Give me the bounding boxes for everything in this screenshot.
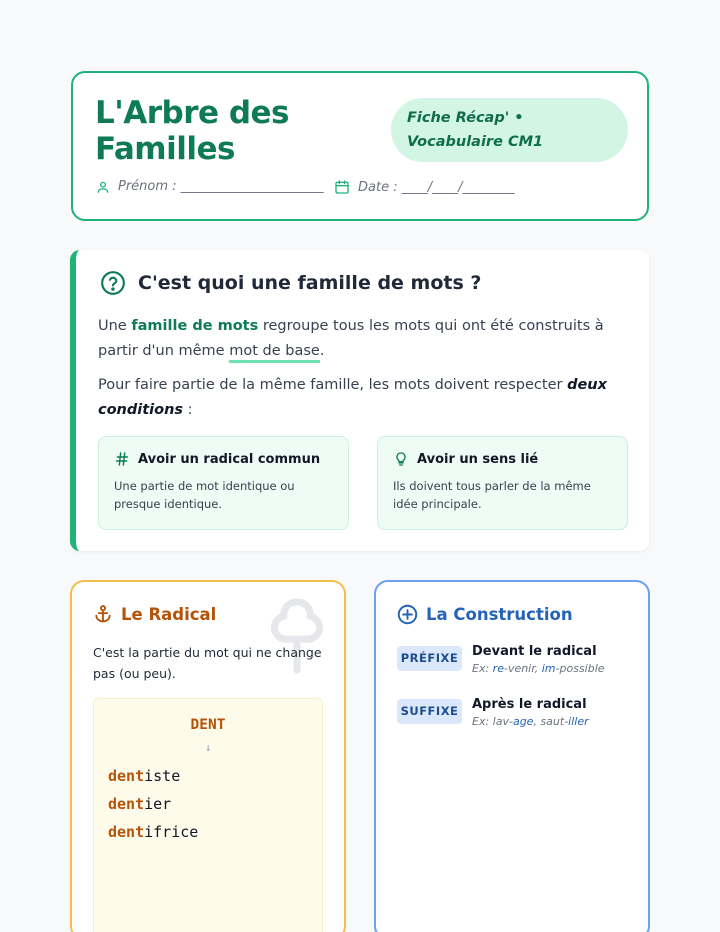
hash-icon (114, 451, 130, 467)
condition-card-radical (98, 436, 349, 530)
text: regroupe tous les mots qui ont été construits à partir d'un même (98, 318, 604, 359)
highlight: re (492, 662, 504, 675)
text: Pour faire partie de la même famille, les mots doivent respecter (98, 377, 568, 393)
word-stem: dent (108, 823, 145, 841)
text: Ex: lav- (472, 715, 513, 728)
definition-card (70, 250, 649, 551)
highlight: im (541, 662, 556, 675)
name-field[interactable] (96, 179, 324, 194)
date-field[interactable] (334, 179, 514, 195)
suffix-example (472, 715, 589, 728)
definition-paragraph (98, 314, 638, 364)
radical-root: DENT (190, 717, 226, 733)
condition-card-sens (377, 436, 628, 530)
prefix-example (472, 662, 605, 675)
prefix-title: Devant le radical (472, 644, 597, 659)
conditions-paragraph (98, 373, 638, 423)
emphasis-term: deux conditions (98, 377, 607, 418)
prefix-text (472, 644, 605, 675)
header-card (71, 71, 649, 221)
text: Une (98, 318, 132, 334)
construction-title: La Construction (426, 605, 573, 624)
page-title: L'Arbre des Familles (95, 95, 289, 167)
anchor-icon (93, 604, 113, 624)
date-label: Date : ____/____/________ (358, 179, 515, 195)
text: -venir, (503, 662, 542, 675)
word-ending: ier (144, 795, 172, 813)
question-icon (100, 270, 126, 296)
name-label: Prénom : ______________________ (118, 179, 324, 194)
plus-circle-icon (397, 604, 418, 625)
definition-title: C'est quoi une famille de mots ? (138, 272, 482, 294)
word-stem: dent (108, 795, 145, 813)
radical-card (70, 580, 346, 932)
text: -possible (555, 662, 605, 675)
radical-heading (93, 604, 216, 624)
family-word (108, 795, 171, 813)
condition-text: Ils doivent tous parler de la même idée principale. (393, 479, 591, 511)
word-stem: dent (108, 767, 145, 785)
condition-title (393, 451, 612, 467)
definition-heading (100, 270, 481, 296)
radical-description: C'est la partie du mot qui ne change pas (ou peu). (93, 645, 322, 681)
highlight: age (512, 715, 534, 728)
radical-title: Le Radical (121, 604, 217, 624)
construction-heading (397, 604, 573, 625)
text: , saut- (533, 715, 569, 728)
condition-title (114, 451, 333, 467)
underlined-term: mot de base (229, 343, 320, 363)
suffix-text (472, 697, 589, 728)
lightbulb-icon (393, 451, 409, 467)
word-ending: iste (144, 767, 181, 785)
radical-example-box (93, 698, 323, 932)
highlight: iller (568, 715, 589, 728)
prefix-tag: PRÉFIXE (397, 646, 462, 671)
calendar-icon (334, 179, 350, 195)
word-ending: ifrice (144, 823, 199, 841)
construction-card (374, 580, 650, 932)
family-word (108, 823, 198, 841)
condition-title-text: Avoir un radical commun (138, 451, 321, 467)
highlight-term: famille de mots (131, 318, 259, 334)
text: : (183, 402, 193, 418)
suffix-row (397, 697, 589, 728)
text: Ex: (472, 662, 493, 675)
text: . (319, 343, 325, 359)
prefix-row (397, 644, 605, 675)
condition-title-text: Avoir un sens lié (417, 451, 539, 467)
condition-text: Une partie de mot identique ou presque identique. (114, 479, 295, 511)
subject-badge: Fiche Récap' • Vocabulaire CM1 (391, 98, 628, 162)
arrow-down-icon: ↓ (204, 741, 212, 754)
suffix-tag: SUFFIXE (397, 699, 462, 724)
suffix-title: Après le radical (472, 697, 587, 712)
user-icon (96, 180, 110, 194)
family-word (108, 767, 180, 785)
